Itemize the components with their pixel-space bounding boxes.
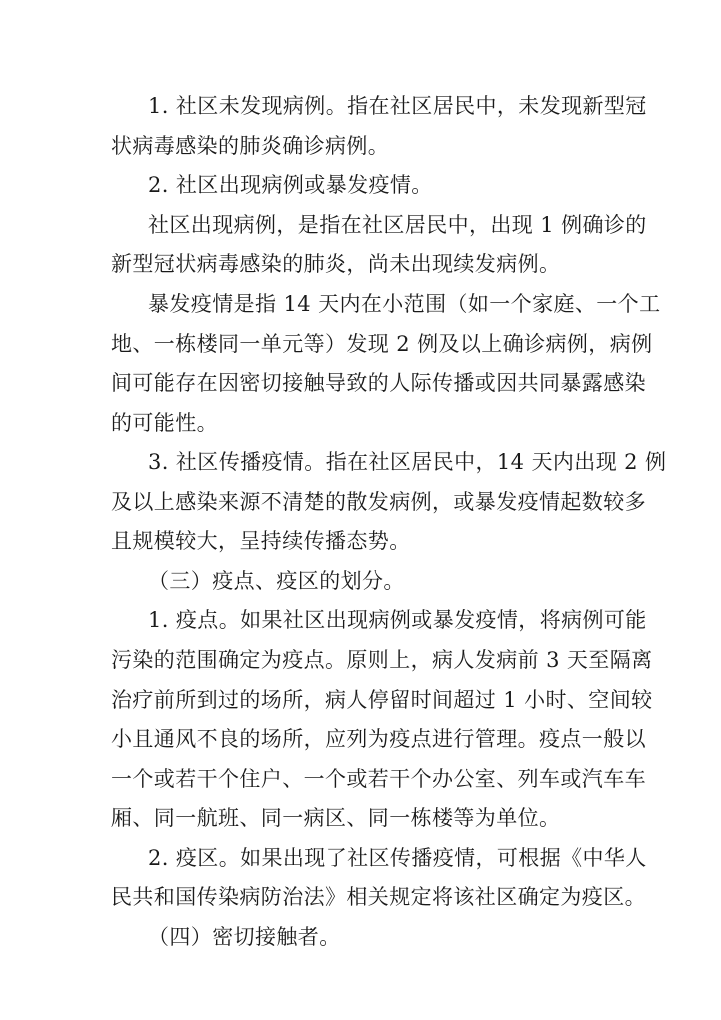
paragraph-line: 社区出现病例，是指在社区居民中，出现 1 例确诊的 bbox=[148, 213, 647, 237]
paragraph-line: 地、一栋楼同一单元等）发现 2 例及以上确诊病例，病例 bbox=[111, 332, 653, 356]
section-heading: （四）密切接触者。 bbox=[148, 925, 341, 949]
paragraph-line: 状病毒感染的肺炎确诊病例。 bbox=[111, 134, 390, 158]
paragraph-line: 暴发疫情是指 14 天内在小范围（如一个家庭、一个工 bbox=[148, 292, 661, 316]
paragraph-line: 2. 疫区。如果出现了社区传播疫情，可根据《中华人 bbox=[148, 846, 647, 870]
paragraph-line: 间可能存在因密切接触导致的人际传播或因共同暴露感染 bbox=[111, 371, 646, 395]
paragraph-line: 的可能性。 bbox=[111, 411, 218, 435]
paragraph-line: 小且通风不良的场所，应列为疫点进行管理。疫点一般以 bbox=[111, 727, 646, 751]
paragraph-line: 3. 社区传播疫情。指在社区居民中，14 天内出现 2 例 bbox=[148, 450, 667, 474]
paragraph-line: 且规模较大，呈持续传播态势。 bbox=[111, 529, 411, 553]
paragraph-line: 新型冠状病毒感染的肺炎，尚未出现续发病例。 bbox=[111, 252, 561, 276]
paragraph-line: 民共和国传染病防治法》相关规定将该社区确定为疫区。 bbox=[111, 885, 646, 909]
paragraph-line: 治疗前所到过的场所，病人停留时间超过 1 小时、空间较 bbox=[111, 688, 653, 712]
paragraph-line: 及以上感染来源不清楚的散发病例，或暴发疫情起数较多 bbox=[111, 490, 646, 514]
paragraph-line: 污染的范围确定为疫点。原则上，病人发病前 3 天至隔离 bbox=[111, 648, 653, 672]
section-heading: （三）疫点、疫区的划分。 bbox=[148, 569, 405, 593]
paragraph-line: 厢、同一航班、同一病区、同一栋楼等为单位。 bbox=[111, 806, 561, 830]
paragraph-line: 2. 社区出现病例或暴发疫情。 bbox=[148, 173, 433, 197]
paragraph-line: 1. 疫点。如果社区出现病例或暴发疫情，将病例可能 bbox=[148, 608, 647, 632]
paragraph-line: 1. 社区未发现病例。指在社区居民中，未发现新型冠 bbox=[148, 94, 647, 118]
paragraph-line: 一个或若干个住户、一个或若干个办公室、列车或汽车车 bbox=[111, 767, 646, 791]
